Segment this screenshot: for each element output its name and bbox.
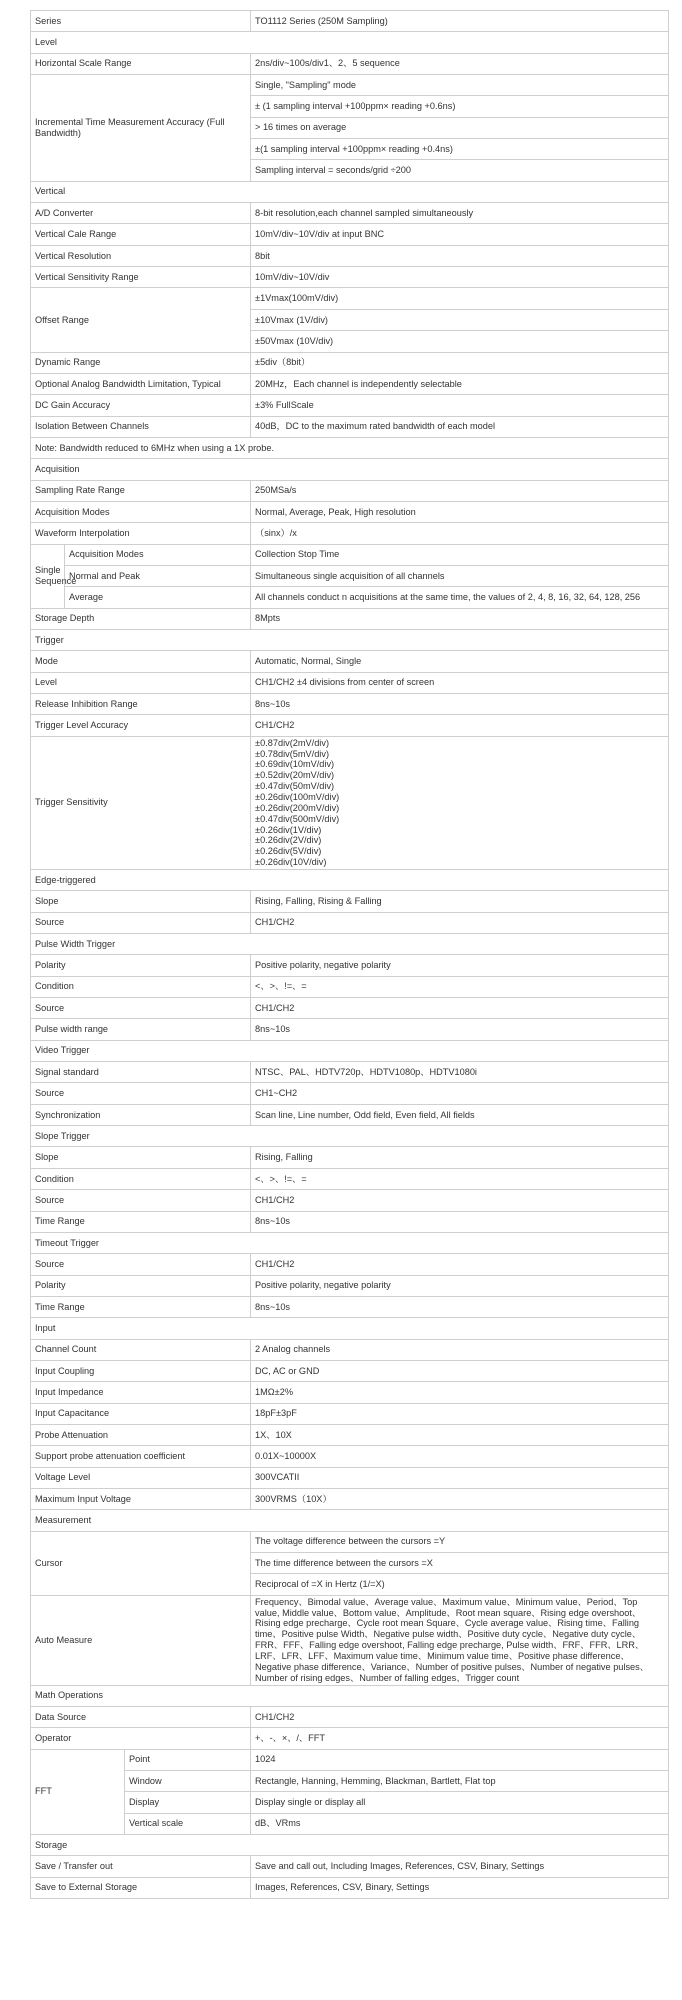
- spec-value: 1MΩ±2%: [251, 1382, 669, 1403]
- spec-value: 8ns~10s: [251, 1211, 669, 1232]
- spec-value: 20MHz，Each channel is independently selectable: [251, 373, 669, 394]
- spec-row: [31, 694, 669, 715]
- spec-row: [31, 672, 669, 693]
- spec-label: Slope: [31, 1147, 251, 1168]
- section-title: Level: [31, 32, 669, 53]
- spec-value: Rectangle, Hanning, Hemming, Blackman, Bartlett, Flat top: [251, 1770, 669, 1791]
- spec-value: 8-bit resolution,each channel sampled simultaneously: [251, 203, 669, 224]
- section-row: [31, 1126, 669, 1147]
- spec-value: Simultaneous single acquisition of all channels: [251, 565, 669, 586]
- spec-value: <、>、!=、=: [251, 976, 669, 997]
- spec-row: [31, 1339, 669, 1360]
- spec-row: [31, 998, 669, 1019]
- spec-value: 8ns~10s: [251, 1019, 669, 1040]
- spec-value: Single, "Sampling" mode: [251, 75, 669, 96]
- spec-row: [31, 912, 669, 933]
- section-title: Measurement: [31, 1510, 669, 1531]
- spec-value: TO1112 Series (250M Sampling): [251, 11, 669, 32]
- spec-label: Waveform Interpolation: [31, 523, 251, 544]
- spec-row: [31, 1211, 669, 1232]
- spec-value: Positive polarity, negative polarity: [251, 1275, 669, 1296]
- spec-value: > 16 times on average: [251, 117, 669, 138]
- spec-row: [31, 1382, 669, 1403]
- spec-row: [31, 1190, 669, 1211]
- spec-value: 2ns/div~100s/div1、2、5 sequence: [251, 53, 669, 74]
- spec-label: Support probe attenuation coefficient: [31, 1446, 251, 1467]
- spec-value: Save and call out, Including Images, References, CSV, Binary, Settings: [251, 1856, 669, 1877]
- spec-value: CH1/CH2: [251, 998, 669, 1019]
- section-title: Pulse Width Trigger: [31, 934, 669, 955]
- spec-row: [31, 373, 669, 394]
- spec-value-line: ±0.26div(100mV/div): [255, 791, 340, 802]
- spec-value-line: ±0.26div(5V/div): [255, 846, 322, 857]
- spec-row: [31, 715, 669, 736]
- spec-sublabel: Average: [65, 587, 251, 608]
- spec-value: Normal, Average, Peak, High resolution: [251, 501, 669, 522]
- spec-table-body: [31, 11, 669, 1899]
- spec-row: [31, 53, 669, 74]
- spec-row-multiline: [31, 1595, 669, 1685]
- spec-row: [31, 11, 669, 32]
- spec-value: Sampling interval = seconds/grid ÷200: [251, 160, 669, 181]
- spec-row: [31, 1083, 669, 1104]
- spec-row: [31, 1467, 669, 1488]
- spec-label: Time Range: [31, 1211, 251, 1232]
- spec-label: Series: [31, 11, 251, 32]
- spec-label: Source: [31, 1190, 251, 1211]
- spec-value: CH1/CH2: [251, 1190, 669, 1211]
- spec-row: [31, 1275, 669, 1296]
- spec-value: 8bit: [251, 245, 669, 266]
- spec-label: Polarity: [31, 955, 251, 976]
- spec-value-line: ±0.69div(10mV/div): [255, 759, 335, 770]
- spec-row: [31, 1856, 669, 1877]
- spec-value: CH1/CH2 ±4 divisions from center of screen: [251, 672, 669, 693]
- spec-label: Channel Count: [31, 1339, 251, 1360]
- spec-label: Source: [31, 998, 251, 1019]
- spec-row: [31, 1168, 669, 1189]
- spec-label: Time Range: [31, 1296, 251, 1317]
- spec-label: Level: [31, 672, 251, 693]
- spec-value: 1X、10X: [251, 1424, 669, 1445]
- spec-value-line: ±0.78div(5mV/div): [255, 748, 330, 759]
- spec-value-line: ±0.26div(200mV/div): [255, 802, 340, 813]
- spec-label: Offset Range: [31, 288, 251, 352]
- spec-label: Source: [31, 1083, 251, 1104]
- spec-value: 2 Analog channels: [251, 1339, 669, 1360]
- spec-label: Pulse width range: [31, 1019, 251, 1040]
- spec-sublabel: Normal and Peak: [65, 565, 251, 586]
- spec-label: Input Impedance: [31, 1382, 251, 1403]
- section-title: Timeout Trigger: [31, 1232, 669, 1253]
- spec-value: 10mV/div~10V/div: [251, 267, 669, 288]
- spec-value: 300VCATII: [251, 1467, 669, 1488]
- spec-row: [31, 416, 669, 437]
- section-title: Vertical: [31, 181, 669, 202]
- spec-row: [31, 976, 669, 997]
- section-title: Input: [31, 1318, 669, 1339]
- spec-label: Optional Analog Bandwidth Limitation, Typical: [31, 373, 251, 394]
- spec-label: Storage Depth: [31, 608, 251, 629]
- section-title: Trigger: [31, 629, 669, 650]
- spec-row: [31, 891, 669, 912]
- spec-row: [31, 75, 669, 96]
- spec-label: Incremental Time Measurement Accuracy (Full Bandwidth): [31, 75, 251, 182]
- spec-value-line: ±0.47div(50mV/div): [255, 781, 335, 792]
- spec-value: ±(1 sampling interval +100ppm× reading +0.4ns): [251, 139, 669, 160]
- spec-row: [31, 480, 669, 501]
- spec-label: Vertical Sensitivity Range: [31, 267, 251, 288]
- spec-label: Slope: [31, 891, 251, 912]
- spec-value: CH1/CH2: [251, 1706, 669, 1727]
- spec-label: Voltage Level: [31, 1467, 251, 1488]
- spec-value: Scan line, Line number, Odd field, Even field, All fields: [251, 1104, 669, 1125]
- spec-row: [31, 1877, 669, 1898]
- spec-row: [31, 1104, 669, 1125]
- spec-value: 8ns~10s: [251, 1296, 669, 1317]
- spec-row: [31, 1488, 669, 1509]
- spec-label: FFT: [31, 1749, 125, 1834]
- spec-value: ±50Vmax (10V/div): [251, 331, 669, 352]
- section-title: Math Operations: [31, 1685, 669, 1706]
- spec-label: Isolation Between Channels: [31, 416, 251, 437]
- spec-value: Images, References, CSV, Binary, Settings: [251, 1877, 669, 1898]
- spec-value: All channels conduct n acquisitions at the same time, the values of 2, 4, 8, 16, 32, 64, 128, 256: [251, 587, 669, 608]
- spec-value: Automatic, Normal, Single: [251, 651, 669, 672]
- section-title: Edge-triggered: [31, 870, 669, 891]
- section-row: [31, 1685, 669, 1706]
- spec-table: [30, 10, 669, 1899]
- spec-label: Trigger Level Accuracy: [31, 715, 251, 736]
- spec-value-line: ±0.26div(1V/div): [255, 824, 322, 835]
- spec-value-lines: [251, 736, 669, 869]
- spec-sublabel: Display: [125, 1792, 251, 1813]
- spec-value: Reciprocal of =X in Hertz (1/=X): [251, 1574, 669, 1595]
- section-row: [31, 629, 669, 650]
- section-title: Storage: [31, 1834, 669, 1855]
- section-row: [31, 1040, 669, 1061]
- spec-subrow: [31, 1813, 669, 1834]
- spec-value: ±5div（8bit）: [251, 352, 669, 373]
- section-row: [31, 181, 669, 202]
- spec-label: Sampling Rate Range: [31, 480, 251, 501]
- spec-label: Vertical Resolution: [31, 245, 251, 266]
- spec-value: 8ns~10s: [251, 694, 669, 715]
- spec-label: Release Inhibition Range: [31, 694, 251, 715]
- spec-subrow: [31, 565, 669, 586]
- spec-label: Auto Measure: [31, 1595, 251, 1685]
- spec-label: Operator: [31, 1728, 251, 1749]
- spec-value-line: Frequency、Bimodal value、Average value、Maximum value、Minimum value、Period、Top value, Middle value、Bottom value、Amplitude、Root mean square、Rising edge overshoot、Rising edge precharge、Cycle root mean Square、Cycle average value、Rising time、Falling time、Positive pulse Width、Negative pulse width、Positive duty cycle、Negative duty cycle、FRR、FFF、Falling edge overshoot, Falling edge precharge, Pulse width、FRF、FFR、LRR、LRF、LFR、LFF、Maximum value time、Minimum value time、Positive phase difference、Negative phase difference、Variance、Number of positive pulses、Number of negative pulses、Number of rising edges、Number of falling edges、Trigger count: [255, 1596, 649, 1683]
- spec-value: 250MSa/s: [251, 480, 669, 501]
- spec-row: [31, 1446, 669, 1467]
- section-title: Note: Bandwidth reduced to 6MHz when using a 1X probe.: [31, 437, 669, 458]
- spec-row: [31, 288, 669, 309]
- spec-row: [31, 955, 669, 976]
- section-row: [31, 1232, 669, 1253]
- section-title: Acquisition: [31, 459, 669, 480]
- spec-subrow: [31, 1792, 669, 1813]
- spec-label: Vertical Cale Range: [31, 224, 251, 245]
- spec-subrow: [31, 544, 669, 565]
- section-row: [31, 1834, 669, 1855]
- spec-row: [31, 1531, 669, 1552]
- spec-row: [31, 1062, 669, 1083]
- spec-value: 1024: [251, 1749, 669, 1770]
- spec-value: CH1/CH2: [251, 912, 669, 933]
- spec-value: 10mV/div~10V/div at input BNC: [251, 224, 669, 245]
- spec-value-line: ±0.52div(20mV/div): [255, 770, 335, 781]
- spec-row: [31, 1424, 669, 1445]
- section-row: [31, 1510, 669, 1531]
- section-row: [31, 459, 669, 480]
- spec-subrow: [31, 1749, 669, 1770]
- spec-row: [31, 1019, 669, 1040]
- spec-value: NTSC、PAL、HDTV720p、HDTV1080p、HDTV1080i: [251, 1062, 669, 1083]
- spec-row: [31, 1728, 669, 1749]
- spec-row: [31, 1706, 669, 1727]
- spec-label: Synchronization: [31, 1104, 251, 1125]
- spec-label: Horizontal Scale Range: [31, 53, 251, 74]
- spec-value-lines: [251, 1595, 669, 1685]
- section-row: [31, 870, 669, 891]
- spec-value: （sinx）/x: [251, 523, 669, 544]
- spec-sublabel: Acquisition Modes: [65, 544, 251, 565]
- spec-value: ± (1 sampling interval +100ppm× reading +0.6ns): [251, 96, 669, 117]
- spec-label: Input Coupling: [31, 1360, 251, 1381]
- spec-value-line: ±0.87div(2mV/div): [255, 737, 330, 748]
- spec-value: The voltage difference between the cursors =Y: [251, 1531, 669, 1552]
- spec-row: [31, 267, 669, 288]
- spec-label: Source: [31, 912, 251, 933]
- spec-value: 40dB，DC to the maximum rated bandwidth of each model: [251, 416, 669, 437]
- spec-row: [31, 651, 669, 672]
- spec-label: Cursor: [31, 1531, 251, 1595]
- spec-value: ±10Vmax (1V/div): [251, 309, 669, 330]
- spec-label: Signal standard: [31, 1062, 251, 1083]
- spec-value-line: ±0.26div(10V/div): [255, 857, 327, 868]
- spec-value: ±1Vmax(100mV/div): [251, 288, 669, 309]
- spec-value: Display single or display all: [251, 1792, 669, 1813]
- spec-value: ±3% FullScale: [251, 395, 669, 416]
- spec-value: DC, AC or GND: [251, 1360, 669, 1381]
- spec-row: [31, 245, 669, 266]
- spec-label: Mode: [31, 651, 251, 672]
- section-row: [31, 437, 669, 458]
- spec-row: [31, 1254, 669, 1275]
- spec-value: The time difference between the cursors =X: [251, 1553, 669, 1574]
- section-title: Video Trigger: [31, 1040, 669, 1061]
- spec-value: dB、VRms: [251, 1813, 669, 1834]
- spec-row: [31, 395, 669, 416]
- spec-label: Condition: [31, 976, 251, 997]
- spec-value: Rising, Falling, Rising & Falling: [251, 891, 669, 912]
- spec-row: [31, 608, 669, 629]
- spec-row: [31, 224, 669, 245]
- spec-label: Input Capacitance: [31, 1403, 251, 1424]
- spec-label: Save to External Storage: [31, 1877, 251, 1898]
- spec-label: A/D Converter: [31, 203, 251, 224]
- spec-value: 0.01X~10000X: [251, 1446, 669, 1467]
- spec-sublabel: Window: [125, 1770, 251, 1791]
- spec-value: 18pF±3pF: [251, 1403, 669, 1424]
- spec-label: Acquisition Modes: [31, 501, 251, 522]
- spec-label: Save / Transfer out: [31, 1856, 251, 1877]
- spec-row: [31, 352, 669, 373]
- spec-label: Condition: [31, 1168, 251, 1189]
- spec-value: CH1/CH2: [251, 1254, 669, 1275]
- spec-value-line: ±0.26div(2V/div): [255, 835, 322, 846]
- spec-label: Source: [31, 1254, 251, 1275]
- spec-value: 8Mpts: [251, 608, 669, 629]
- spec-label: Trigger Sensitivity: [31, 736, 251, 869]
- spec-label: Data Source: [31, 1706, 251, 1727]
- spec-row-multiline: [31, 736, 669, 869]
- spec-subrow: [31, 587, 669, 608]
- spec-value: CH1~CH2: [251, 1083, 669, 1104]
- spec-label: Dynamic Range: [31, 352, 251, 373]
- section-title: Slope Trigger: [31, 1126, 669, 1147]
- spec-row: [31, 1403, 669, 1424]
- spec-value: Positive polarity, negative polarity: [251, 955, 669, 976]
- spec-sublabel: Point: [125, 1749, 251, 1770]
- section-row: [31, 1318, 669, 1339]
- spec-row: [31, 1296, 669, 1317]
- spec-subrow: [31, 1770, 669, 1791]
- section-row: [31, 32, 669, 53]
- spec-row: [31, 1360, 669, 1381]
- spec-value-line: ±0.47div(500mV/div): [255, 813, 340, 824]
- spec-sublabel: Vertical scale: [125, 1813, 251, 1834]
- spec-value: +、-、×、/、FFT: [251, 1728, 669, 1749]
- spec-row: [31, 203, 669, 224]
- spec-row: [31, 523, 669, 544]
- spec-value: <、>、!=、=: [251, 1168, 669, 1189]
- spec-value: Rising, Falling: [251, 1147, 669, 1168]
- spec-value: CH1/CH2: [251, 715, 669, 736]
- section-row: [31, 934, 669, 955]
- spec-label: Single Sequence: [31, 544, 65, 608]
- spec-label: DC Gain Accuracy: [31, 395, 251, 416]
- spec-row: [31, 1147, 669, 1168]
- spec-label: Polarity: [31, 1275, 251, 1296]
- spec-label: Probe Attenuation: [31, 1424, 251, 1445]
- spec-value: Collection Stop Time: [251, 544, 669, 565]
- spec-label: Maximum Input Voltage: [31, 1488, 251, 1509]
- spec-value: 300VRMS（10X）: [251, 1488, 669, 1509]
- spec-row: [31, 501, 669, 522]
